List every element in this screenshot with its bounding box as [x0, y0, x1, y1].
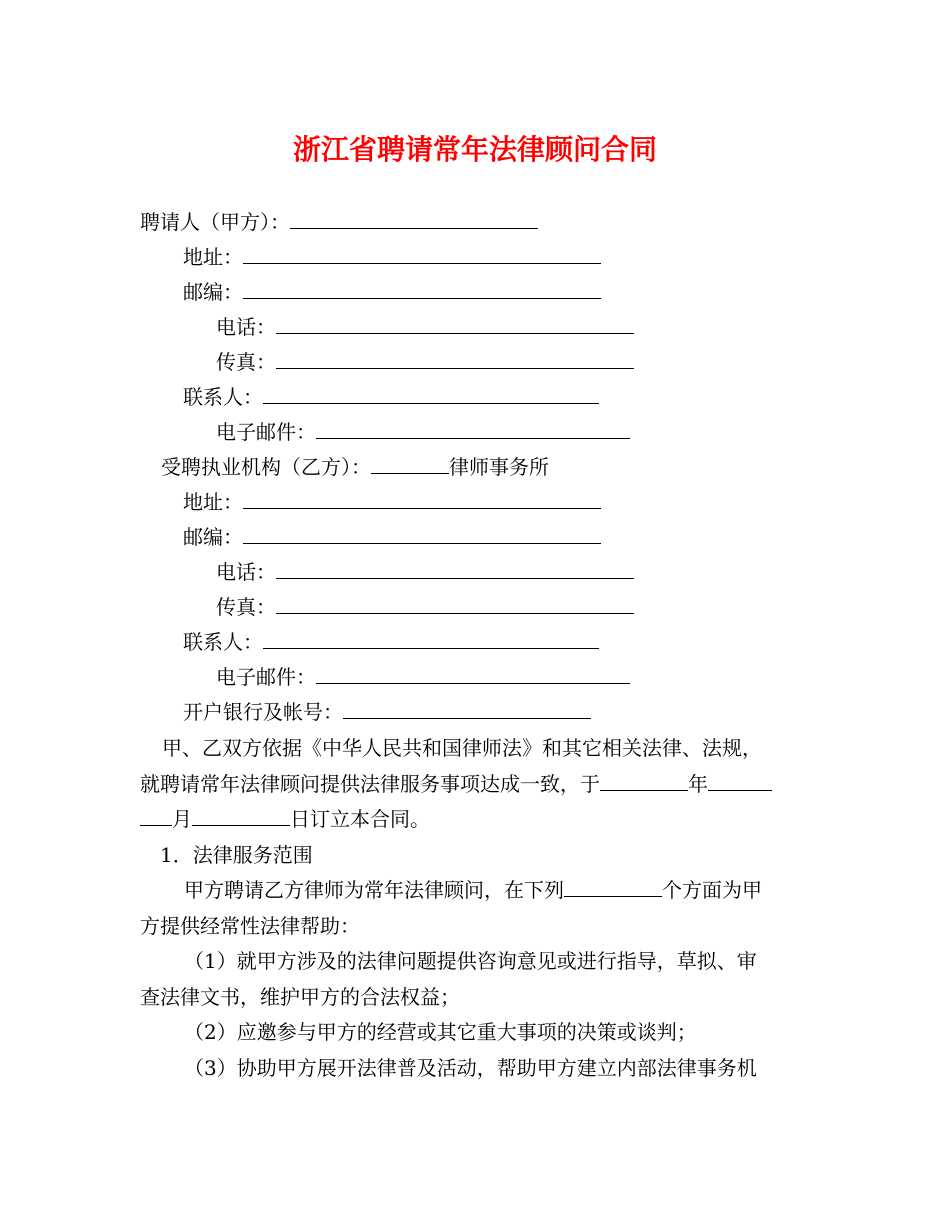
party-b-address-blank[interactable]: [243, 490, 601, 509]
party-b-contact-row: [183, 630, 599, 654]
party-a-postcode-row: [183, 280, 601, 304]
party-b-email-label: 电子邮件：: [216, 665, 316, 689]
party-b-label: 受聘执业机构（乙方）：: [161, 455, 371, 479]
section-1-item-2: （2）应邀参与甲方的经营或其它重大事项的决策或谈判；: [184, 1020, 697, 1044]
party-a-fax-row: [216, 350, 634, 374]
party-a-phone-row: [216, 315, 634, 339]
party-b-firm-blank[interactable]: [371, 455, 449, 474]
party-a-contact-label: 联系人：: [183, 385, 263, 409]
day-blank[interactable]: [192, 807, 290, 826]
month-label: 月: [172, 807, 192, 831]
party-b-bank-label: 开户银行及帐号：: [183, 700, 343, 724]
party-b-contact-label: 联系人：: [183, 630, 263, 654]
party-a-fax-label: 传真：: [216, 350, 276, 374]
year-label: 年: [688, 771, 708, 796]
party-a-phone-label: 电话：: [216, 315, 276, 339]
party-b-phone-label: 电话：: [216, 560, 276, 584]
party-b-fax-row: [216, 595, 634, 619]
section-1-heading: 1．法律服务范围: [160, 842, 313, 867]
party-b-bank-blank[interactable]: [343, 700, 591, 719]
party-a-phone-blank[interactable]: [276, 315, 634, 334]
party-b-email-blank[interactable]: [316, 665, 630, 684]
day-label: 日订立本合同。: [290, 807, 430, 831]
section-1-item-1-line2: 查法律文书，维护甲方的合法权益；: [140, 984, 460, 1009]
party-b-contact-blank[interactable]: [263, 630, 599, 649]
party-a-email-row: [216, 420, 630, 444]
section-1-item-3: （3）协助甲方展开法律普及活动，帮助甲方建立内部法律事务机: [184, 1055, 757, 1080]
party-a-fax-blank[interactable]: [276, 350, 634, 369]
contract-body: [140, 731, 820, 1086]
scope-text: 甲方聘请乙方律师为常年法律顾问，在下列: [184, 878, 564, 902]
party-a-contact-blank[interactable]: [263, 385, 599, 404]
party-a-address-row: [183, 245, 601, 269]
party-a-blank[interactable]: [290, 210, 538, 229]
section-1-p1-line1: [140, 873, 820, 909]
party-b-fax-blank[interactable]: [276, 595, 634, 614]
month-blank-part2[interactable]: [140, 807, 172, 826]
party-a-email-blank[interactable]: [316, 420, 630, 439]
month-blank-part1[interactable]: [708, 772, 772, 791]
document-title: 浙江省聘请常年法律顾问合同: [292, 133, 657, 166]
scope-count-blank[interactable]: [564, 878, 662, 897]
preamble-line-2: [140, 767, 820, 803]
party-b-postcode-row: [183, 525, 601, 549]
section-1-p1-line2: 方提供经常性法律帮助：: [140, 913, 360, 938]
party-b-address-label: 地址：: [183, 490, 243, 514]
party-b-bank-row: [183, 700, 591, 724]
party-b-firm-suffix: 律师事务所: [449, 455, 549, 479]
party-b-postcode-blank[interactable]: [243, 525, 601, 544]
party-a-label: 聘请人（甲方）：: [140, 210, 290, 234]
party-a-address-blank[interactable]: [243, 245, 601, 264]
preamble-text: 就聘请常年法律顾问提供法律服务事项达成一致，于: [140, 771, 600, 796]
preamble-line-1: 甲、乙双方依据《中华人民共和国律师法》和其它相关法律、法规，: [162, 736, 762, 760]
party-b-postcode-label: 邮编：: [183, 525, 243, 549]
party-a-row: [140, 210, 538, 234]
party-a-postcode-blank[interactable]: [243, 280, 601, 299]
party-b-fax-label: 传真：: [216, 595, 276, 619]
party-b-address-row: [183, 490, 601, 514]
party-a-email-label: 电子邮件：: [216, 420, 316, 444]
party-a-address-label: 地址：: [183, 245, 243, 269]
party-b-row: [161, 455, 549, 479]
party-b-email-row: [216, 665, 630, 689]
party-a-contact-row: [183, 385, 599, 409]
party-a-postcode-label: 邮编：: [183, 280, 243, 304]
party-b-phone-blank[interactable]: [276, 560, 634, 579]
party-b-phone-row: [216, 560, 634, 584]
scope-text-end: 个方面为甲: [662, 878, 762, 902]
preamble-line-3: [140, 802, 820, 838]
section-1-item-1-line1: （1）就甲方涉及的法律问题提供咨询意见或进行指导，草拟、审: [184, 949, 757, 973]
year-blank[interactable]: [600, 772, 688, 791]
